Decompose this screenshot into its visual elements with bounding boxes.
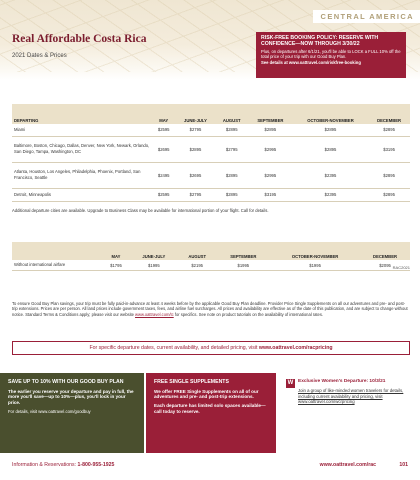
price-cell: $2095 xyxy=(379,262,391,268)
price-cell: $2895 xyxy=(324,146,337,152)
price-cell: $3195 xyxy=(383,146,395,152)
departure-city: Detroit, Minneapolis xyxy=(14,191,52,197)
price-cell: $3195 xyxy=(264,192,277,197)
terms-paragraph xyxy=(12,301,410,317)
promo-box xyxy=(256,32,406,78)
good-buy-box xyxy=(0,373,144,453)
promo-heading: RISK-FREE BOOKING POLICY: RESERVE WITH CONFIDENCE—NOW THROUGH 3/30/22 xyxy=(261,35,379,47)
price-cell: $2895 xyxy=(383,192,395,197)
terms-text-after: for specifics. See note on product tutorials on the availability of international rates. xyxy=(174,311,323,317)
price-cell: $2595 xyxy=(157,127,170,133)
departure-city: Miami xyxy=(14,126,26,132)
col-header: OCTOBER-NOVEMBER xyxy=(291,254,339,259)
price-cell: $2595 xyxy=(157,192,170,197)
pricing-link[interactable]: www.oattravel.com/racpricing xyxy=(258,345,333,351)
page-number: 101 xyxy=(399,462,408,468)
price-cell: $2795 xyxy=(225,146,238,152)
price-cell: $2895 xyxy=(383,127,395,133)
single-heading: FREE SINGLE SUPPLEMENTS xyxy=(154,379,229,385)
page-subtitle: 2021 Dates & Prices xyxy=(12,53,67,59)
price-cell: $2995 xyxy=(264,146,277,152)
col-header: DEPARTING xyxy=(14,118,39,123)
womens-departure-box xyxy=(278,373,420,453)
col-header: JUNE-JULY xyxy=(184,118,207,123)
price-cell: $1795 xyxy=(110,262,122,268)
womens-link[interactable]: www.oattravel.com/wcrpricing xyxy=(298,399,355,405)
departure-city: Baltimore, Boston, Chicago, Dallas, Denver, New York, Newark, Orlando, San Diego, Tampa, Washington, DC xyxy=(14,143,150,154)
womens-heading: Exclusive Women's Departure: 10/3/21 xyxy=(298,379,386,384)
table-row xyxy=(12,136,410,162)
price-cell: $2895 xyxy=(225,192,238,197)
good-buy-heading: SAVE UP TO 10% WITH OUR GOOD BUY PLAN xyxy=(8,379,124,385)
footer-info xyxy=(12,462,114,468)
price-cell: $2195 xyxy=(191,262,203,268)
price-cell: $2795 xyxy=(189,127,202,133)
price-cell: $2895 xyxy=(225,172,238,178)
single-body: We offer FREE Single Supplements on all of our adventures and pre- and post-trip extensions. xyxy=(154,388,259,400)
col-header: MAY xyxy=(159,118,169,123)
good-buy-link[interactable]: For details, visit www.oattravel.com/goodbuy xyxy=(8,408,91,414)
col-header xyxy=(12,242,102,260)
price-cell: $2895 xyxy=(189,146,202,152)
region-label: CENTRAL AMERICA xyxy=(313,10,420,23)
womens-body xyxy=(298,388,414,405)
single-supplement-box xyxy=(146,373,276,453)
price-table-land-only xyxy=(12,242,410,271)
price-cell: $2895 xyxy=(324,127,337,133)
pricing-bar xyxy=(12,341,410,355)
col-header: AUGUST xyxy=(188,254,207,259)
promo-body: Plus, on departures after 6/1/21, you'll be able to LOCK a FULL 10% off the total price of your trip with our Good Buy Plan. xyxy=(261,49,401,59)
price-cell: $2695 xyxy=(157,146,170,152)
table-note: Additional departure cities are available. Upgrade to Business Class may be available for international portion of your flight. Call for details. xyxy=(12,208,269,213)
pricing-bar-text: For specific departure dates, current availability, and detailed pricing, visit xyxy=(89,345,258,351)
footer-url[interactable]: www.oattravel.com/rac xyxy=(319,462,376,468)
footer-phone[interactable]: 1-800-955-1925 xyxy=(77,462,115,468)
reference-code: RAC2021 xyxy=(392,265,410,270)
col-header: DECEMBER xyxy=(377,118,402,123)
women-icon: W xyxy=(287,380,294,386)
price-cell: $1995 xyxy=(148,262,160,268)
col-header: SEPTEMBER xyxy=(230,254,257,259)
page-title: Real Affordable Costa Rica xyxy=(12,33,147,45)
table-row xyxy=(12,124,410,136)
good-buy-body: The earlier you reserve your departure and pay in full, the more you'll save—up to 10%—plus, you'll lock in your price. xyxy=(8,388,134,406)
price-cell: $2895 xyxy=(264,127,277,133)
col-header: AUGUST xyxy=(222,118,241,123)
terms-text: To ensure Good Buy Plan savings, your trip must be fully paid-in-advance at least 4 weeks before by the applicable Good Buy Plan deadline. Provider Price Single Supplements on all our adventures and pre- and post-trip extensions. Prices are per person. All land prices include government taxes, fees, and airline fuel surcharges. All prices and availability are effective as of the date of this publication, and are subject to change without notice. Standard Terms & Conditions apply; please visit our website xyxy=(12,301,408,317)
price-table-with-air xyxy=(12,104,410,202)
womens-body-text: Join a group of like-minded women travelers for details, including current availability and pricing, visit xyxy=(298,388,404,399)
table-row xyxy=(12,260,410,271)
price-cell: $2995 xyxy=(264,172,277,178)
footer xyxy=(0,455,420,480)
price-cell: $2895 xyxy=(225,127,238,133)
promo-link[interactable]: See details at www.oattravel.com/riskfree-booking xyxy=(261,60,361,65)
col-header: JUNE-JULY xyxy=(142,254,166,259)
price-cell: $2395 xyxy=(324,192,337,197)
departure-city: Atlanta, Houston, Los Angeles, Philadelphia, Phoenix, Portland, San Francisco, Seattle xyxy=(14,169,141,180)
price-cell: $1995 xyxy=(237,262,250,268)
price-cell: $1995 xyxy=(309,262,321,268)
row-label: Without international airfare xyxy=(14,262,66,267)
price-cell: $2795 xyxy=(189,192,202,197)
price-cell: $2495 xyxy=(157,172,170,178)
price-cell: $2395 xyxy=(324,172,337,178)
terms-link[interactable]: www.oattravel.com/tc xyxy=(135,311,174,317)
col-header: MAY xyxy=(111,254,121,259)
table-row xyxy=(12,162,410,188)
price-cell: $2895 xyxy=(383,172,395,178)
col-header: DECEMBER xyxy=(373,254,398,259)
single-body-2: Each departure has limited solo spaces available—call today to reserve. xyxy=(154,403,266,414)
col-header: OCTOBER-NOVEMBER xyxy=(307,118,354,123)
table-row xyxy=(12,188,410,201)
footer-info-label: Information & Reservations: xyxy=(12,462,77,468)
price-cell: $2695 xyxy=(189,172,202,178)
col-header: SEPTEMBER xyxy=(257,118,284,123)
